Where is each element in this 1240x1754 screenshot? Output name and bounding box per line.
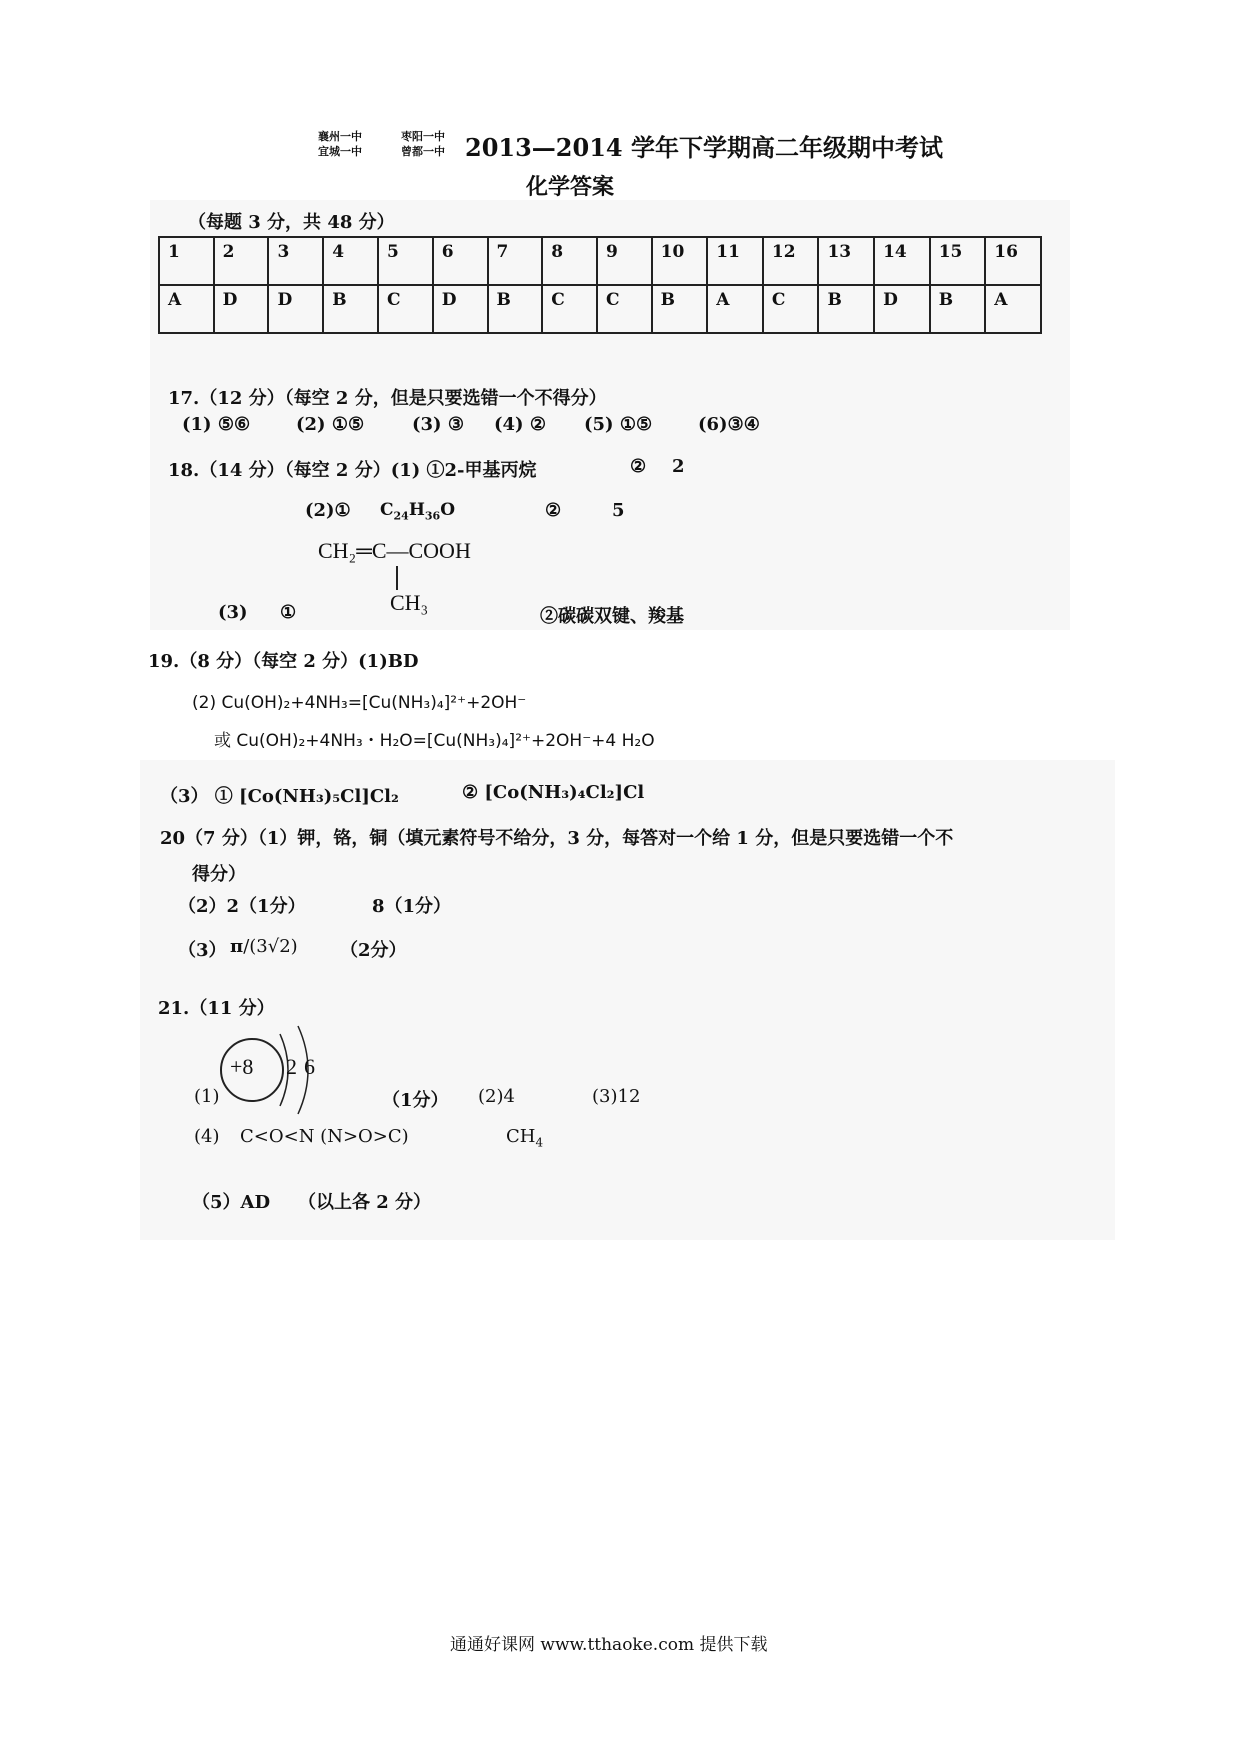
answer-cell: A xyxy=(985,285,1041,333)
q17-answer: (4) ② xyxy=(494,414,546,435)
q17-answer: (6)③④ xyxy=(698,414,760,435)
school-name: 宜城一中 xyxy=(318,145,362,158)
school-name: 曾都一中 xyxy=(401,145,445,158)
q17-heading: 17.（12 分）（每空 2 分，但是只要选错一个不得分） xyxy=(168,388,607,409)
electron-shell-arcs xyxy=(270,1020,330,1120)
q21-heading: 21.（11 分） xyxy=(158,998,275,1019)
mc-answer-table xyxy=(158,236,1042,334)
answer-cell: A xyxy=(159,285,214,333)
q18-part1-label: ② xyxy=(630,456,647,477)
q19-equation: (2) Cu(OH)₂+4NH₃=[Cu(NH₃)₄]²⁺+2OH⁻ xyxy=(192,693,527,713)
q21-part4-formula: $CH_4$ xyxy=(506,1126,544,1150)
table-row xyxy=(159,285,1041,333)
q19-part3-answer2: ② [Co(NH₃)₄Cl₂]Cl xyxy=(462,782,645,803)
q20-part3-score: （2分） xyxy=(340,940,407,961)
q17-answer: (2) ①⑤ xyxy=(296,414,365,435)
question-number: 16 xyxy=(985,237,1041,285)
q20-part1-cont: 得分） xyxy=(192,864,246,885)
footer-source: 通通好课网 www.tthaoke.com 提供下载 xyxy=(450,1635,768,1655)
question-number: 1 xyxy=(159,237,214,285)
q20-part3-label: （3） xyxy=(178,940,227,961)
question-number: 11 xyxy=(707,237,763,285)
question-number: 6 xyxy=(433,237,488,285)
q19-heading: 19.（8 分）（每空 2 分）(1)BD xyxy=(148,651,419,672)
question-number: 2 xyxy=(214,237,269,285)
answer-subtitle: 化学答案 xyxy=(526,174,615,200)
q21-part1-label: (1) xyxy=(194,1086,220,1107)
mc-scoring-note: （每题 3 分，共 48 分） xyxy=(188,212,395,233)
q21-part4-answer: C<O<N (N>O>C) xyxy=(240,1126,409,1147)
q18-part3-answer2: ②碳碳双键、羧基 xyxy=(540,606,684,627)
answer-cell: C xyxy=(378,285,433,333)
q21-part5-note: （以上各 2 分） xyxy=(298,1192,432,1213)
q18-part2-value: 5 xyxy=(612,500,625,521)
q18-part2-label2: ② xyxy=(545,500,562,521)
q18-part3-label1: ① xyxy=(280,602,297,623)
answer-cell: D xyxy=(214,285,269,333)
answer-cell: A xyxy=(707,285,763,333)
q20-part2a: （2）2（1分） xyxy=(178,896,306,917)
q20-part1: 20（7 分）（1）钾，铬，铜（填元素符号不给分，3 分，每答对一个给 1 分，但是只要选错一个不 xyxy=(160,828,954,849)
exam-title: 2013—2014 学年下学期高二年级期中考试 xyxy=(465,133,943,162)
q19-equation-alt: 或 Cu(OH)₂+4NH₃・H₂O=[Cu(NH₃)₄]²⁺+2OH⁻+4 H₂O xyxy=(214,731,655,751)
answer-cell: D xyxy=(268,285,323,333)
answer-cell: B xyxy=(818,285,874,333)
question-number: 13 xyxy=(818,237,874,285)
q21-part1-score: （1分） xyxy=(382,1090,449,1111)
question-number: 12 xyxy=(763,237,819,285)
answer-cell: D xyxy=(874,285,930,333)
question-number: 10 xyxy=(652,237,708,285)
q21-part3: (3)12 xyxy=(592,1086,641,1107)
school-name: 枣阳一中 xyxy=(401,130,445,143)
answer-cell: B xyxy=(488,285,543,333)
q20-part2b: 8（1分） xyxy=(372,896,452,917)
question-number: 8 xyxy=(542,237,597,285)
question-number: 15 xyxy=(930,237,986,285)
answer-cell: B xyxy=(930,285,986,333)
question-number: 5 xyxy=(378,237,433,285)
q18-part3-label: (3) xyxy=(218,602,248,623)
structural-bond-vertical xyxy=(396,566,398,590)
answer-cell: B xyxy=(652,285,708,333)
q21-part5: （5）AD xyxy=(192,1192,271,1213)
structural-formula-bottom: CH₃ xyxy=(390,590,429,615)
q17-answer: (3) ③ xyxy=(412,414,464,435)
molecular-formula: $C_{24}H_{36}O$ xyxy=(380,500,456,523)
answer-cell: C xyxy=(542,285,597,333)
table-row xyxy=(159,237,1041,285)
q18-part1-value: 2 xyxy=(672,456,685,477)
answer-cell: B xyxy=(323,285,378,333)
shell2-electrons: 6 xyxy=(304,1054,315,1079)
q17-answer: (5) ①⑤ xyxy=(584,414,653,435)
school-name: 襄州一中 xyxy=(318,130,362,143)
q19-part3-answer1: （3） ① [Co(NH₃)₅Cl]Cl₂ xyxy=(160,786,399,807)
q21-part4-label: (4) xyxy=(194,1126,220,1147)
q20-part3-answer: π/(3√2) xyxy=(230,936,298,957)
answer-cell: D xyxy=(433,285,488,333)
q21-part2: (2)4 xyxy=(478,1086,515,1107)
answer-cell: C xyxy=(763,285,819,333)
question-number: 7 xyxy=(488,237,543,285)
question-number: 3 xyxy=(268,237,323,285)
q17-answer: (1) ⑤⑥ xyxy=(182,414,251,435)
nucleus-charge: +8 xyxy=(230,1054,254,1079)
shell1-electrons: 2 xyxy=(286,1054,297,1079)
question-number: 14 xyxy=(874,237,930,285)
q18-heading: 18.（14 分）（每空 2 分）(1) ①2-甲基丙烷 xyxy=(168,460,537,481)
answer-cell: C xyxy=(597,285,652,333)
q18-part2-label: (2)① xyxy=(305,500,351,521)
question-number: 9 xyxy=(597,237,652,285)
structural-formula-top: CH₂═C—COOH xyxy=(318,538,471,563)
question-number: 4 xyxy=(323,237,378,285)
